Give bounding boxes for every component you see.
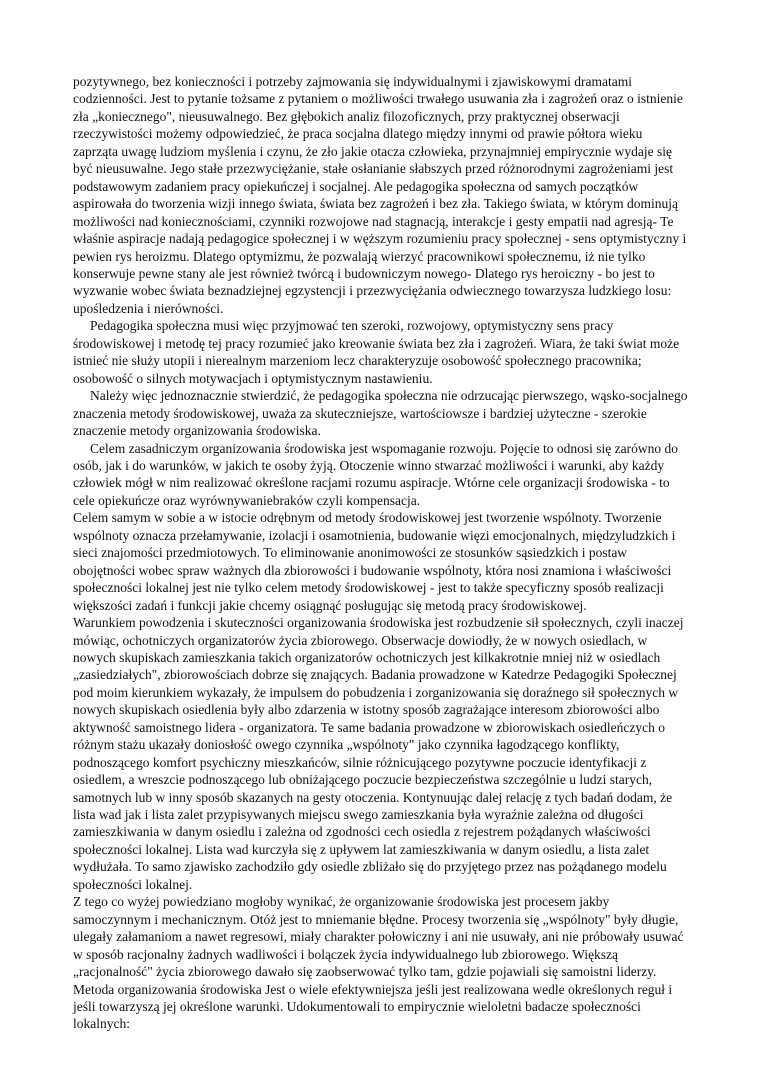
paragraph-not-automatic: Z tego co wyżej powiedziano mogłoby wynikać, że organizowanie środowiska jest procesem jakby samoczynnym i mechanicznym. Otóż jest to mniemanie błędne. Procesy tworzenia się „wspólnoty" były długie, ulegały załamaniom a nawet regresowi, miały charakter połowiczny i ani nie usuwały, ani nie próbowały usuwać w sposób racjonalny żadnych wadliwości i bolączek życia indywidualnego lub zbiorowego. Większą „racjonalność" życia zbiorowego dawało się zaobserwować tylko tam, gdzie pojawiali się samoistni liderzy. <box>73 894 684 980</box>
paragraph-method-meaning: Należy więc jednoznacznie stwierdzić, że pedagogika społeczna nie odrzucając pierwszego, wąsko-socjalnego znaczenia metody środowiskowej, uważa za skuteczniejsze, wartościowsze i bardziej użyteczne - szerokie znaczenie metody organizowania środowiska. <box>73 388 688 439</box>
paragraph-intro-continuation: pozytywnego, bez konieczności i potrzeby zajmowania się indywidualnymi i zjawiskowymi dramatami codzienności. Jest to pytanie tożsame z pytaniem o możliwości trwałego usuwania zła i zagrożeń oraz o istnienie zła „koniecznego", nieusuwalnego. Bez głębokich analiz filozoficznych, przy praktycznej obserwacji rzeczywistości możemy odpowiedzieć, że praca socjalna dlatego między innymi od prawie półtora wieku zaprząta uwagę ludziom myślenia i czynu, że zło jakie otacza człowieka, przynajmniej empirycznie wydaje się być nieusuwalne. Jego stałe przezwyciężanie, stałe osłanianie słabszych przed różnorodnymi zagrożeniami jest podstawowym zadaniem pracy opiekuńczej i socjalnej. Ale pedagogika społeczna od samych początków aspirowała do tworzenia wizji innego świata, świata bez zagrożeń i bez zła. Takiego świata, w którym dominują możliwości nad koniecznościami, czynniki rozwojowe nad stagnacją, interakcje i gesty empatii nad agresją- Te właśnie aspiracje nadają pedagogice społecznej i w węższym rozumieniu pracy społecznej - sens optymistyczny i pewien rys heroizmu. Dlatego optymizmu, że pozwalają wierzyć pracownikowi społecznemu, iż nie tylko konserwuje pewne stany ale jest również twórcą i budowniczym nowego- Dlatego rys heroiczny - bo jest to wyzwanie wobec świata beznadziejnej egzystencji i przezwyciężania odwiecznego towarzysza ludzkiego losu: upośledzenia i nierówności. <box>73 74 687 316</box>
paragraph-method-effectiveness: Metoda organizowania środowiska Jest o wiele efektywniejsza jeśli jest realizowana wedle określonych reguł i jeśli towarzyszą jej określone warunki. Udokumentowali to empirycznie wieloletni badacze społeczności lokalnych: <box>73 981 673 1032</box>
document-page <box>73 73 690 1033</box>
paragraph-pedagogy-sense: Pedagogika społeczna musi więc przyjmować ten szeroki, rozwojowy, optymistyczny sens pracy środowiskowej i metodę tej pracy rozumieć jako kreowanie świata bez zła i zagrożeń. Wiara, że taki świat może istnieć nie służy utopii i nierealnym marzeniom lecz charakteryzuje osobowość społecznego pracownika; osobowość o silnych motywacjach i optymistycznym nastawieniu. <box>73 318 680 386</box>
paragraph-success-condition: Warunkiem powodzenia i skuteczności organizowania środowiska jest rozbudzenie sił społecznych, czyli inaczej mówiąc, ochotniczych organizatorów życia zbiorowego. Obserwacje dowiodły, że w nowych osiedlach, w nowych skupiskach zamieszkania takich organizatorów ochotniczych jest kilkakrotnie mniej niż w osiedlach „zasiedziałych", zbiorowościach dobrze się znających. Badania prowadzone w Katedrze Pedagogiki Społecznej pod moim kierunkiem wykazały, że impulsem do pobudzenia i zorganizowania się doraźnego sił społecznych w nowych skupiskach osiedlenia były albo zdarzenia w istotny sposób zagrażające interesom zbiorowości albo aktywność samoistnego lidera - organizatora. Te same badania prowadzone w zbiorowiskach osiedleńczych o różnym stażu ukazały doniosłość owego czynnika „wspólnoty" jako czynnika łagodzącego konflikty, podnoszącego komfort psychiczny mieszkańców, silnie różnicującego pozytywne poczucie identyfikacji z osiedlem, a wreszcie podnoszącego lub obniżającego poczucie bezpieczeństwa szczególnie u ludzi starych, samotnych lub w inny sposób skazanych na gesty otoczenia. Kontynuując dalej relację z tych badań dodam, że lista wad jak i lista zalet przypisywanych miejscu swego zamieszkania była wyraźnie zależna od długości zamieszkiwania w danym osiedlu i zależna od zgodności cech osiedla z rejestrem pożądanych właściwości społeczności lokalnej. Lista wad kurczyła się z upływem lat zamieszkiwania w danym osiedlu, a lista zalet wydłużała. To samo zjawisko zachodziło gdy osiedle zbliżało się do przyjętego przez nas pożądanego modelu społeczności lokalnej. <box>73 615 684 892</box>
paragraph-main-goal: Celem zasadniczym organizowania środowiska jest wspomaganie rozwoju. Pojęcie to odnosi się zarówno do osób, jak i do warunków, w jakich te osoby żyją. Otoczenie winno stwarzać możliwości i warunki, aby każdy człowiek mógł w nim realizować określone racjami rozumu aspiracje. Wtórne cele organizacji środowiska - to cele opiekuńcze oraz wyrównywaniebraków czyli kompensacja. <box>73 440 678 508</box>
paragraph-community-goal: Celem samym w sobie a w istocie odrębnym od metody środowiskowej jest tworzenie wspólnoty. Tworzenie wspólnoty oznacza przełamywanie, izolacji i osamotnienia, budowanie więzi emocjonalnych, międzyludzkich i sieci znajomości przedmiotowych. To eliminowanie anonimowości ze stosunków sąsiedzkich i postaw obojętności wobec spraw ważnych dla zbiorowości i budowanie wspólnoty, która nosi znamiona i właściwości społeczności lokalnej jest nie tylko celem metody środowiskowej - jest to także specyficzny sposób realizacji większości zadań i funkcji jakie chcemy osiągnąć posługując się metodą pracy środowiskowej. <box>73 510 676 613</box>
